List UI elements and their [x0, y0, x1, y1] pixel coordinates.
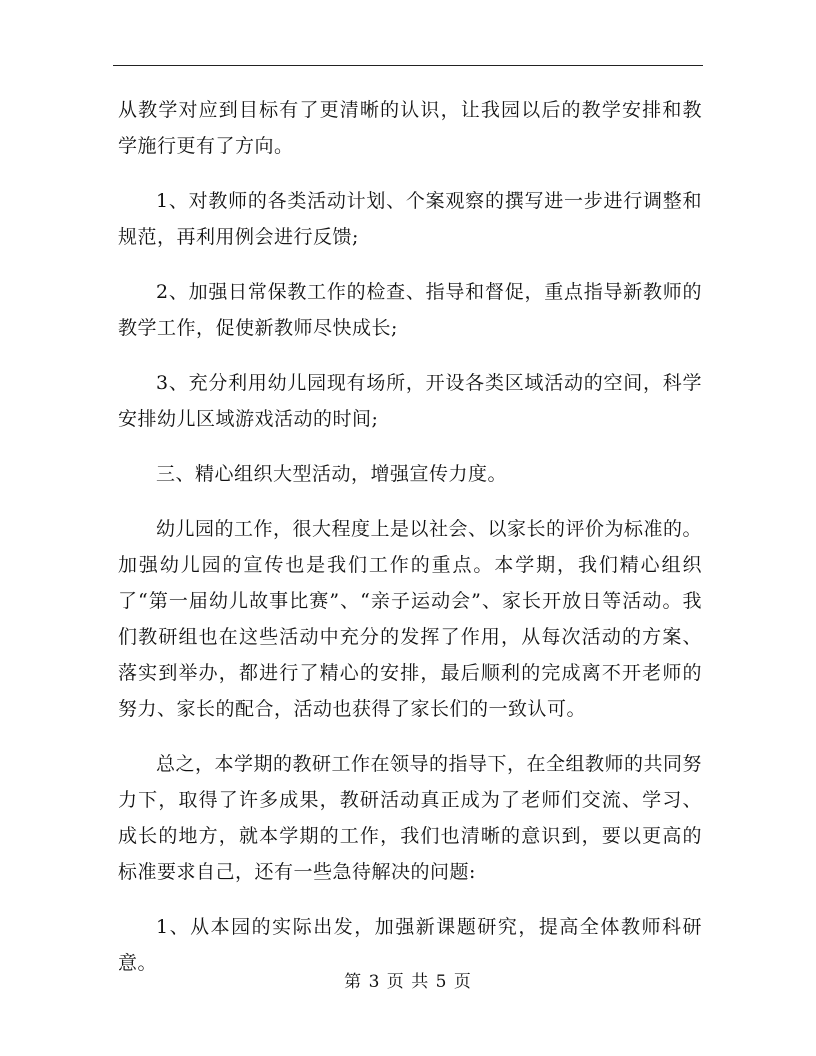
document-body: [118, 92, 702, 1000]
page-footer: 第 3 页 共 5 页: [344, 972, 472, 992]
paragraph: 从教学对应到目标有了更清晰的认识，让我园以后的教学安排和教学施行更有了方向。: [118, 99, 702, 157]
list-item-paragraph: 1、从本园的实际出发，加强新课题研究，提高全体教师科研意。: [118, 916, 702, 974]
paragraph: 总之，本学期的教研工作在领导的指导下，在全组教师的共同努力下，取得了许多成果，教研活动真正成为了老师们交流、学习、成长的地方，就本学期的工作，我们也清晰的意识到，要以更高的标准要求自己，还有一些急待解决的问题:: [118, 753, 703, 883]
paragraph: 幼儿园的工作，很大程度上是以社会、以家长的评价为标准的。加强幼儿园的宣传也是我们工作的重点。本学期，我们精心组织了“第一届幼儿故事比赛”、“亲子运动会”、家长开放日等活动。我们教研组也在这些活动中充分的发挥了作用，从每次活动的方案、落实到举办，都进行了精心的安排，最后顺利的完成离不开老师的努力、家长的配合，活动也获得了家长们的一致认可。: [118, 518, 703, 720]
list-item-paragraph: 3、充分利用幼儿园现有场所，开设各类区域活动的空间，科学安排幼儿区域游戏活动的时间;: [118, 372, 702, 430]
list-item-paragraph: 1、对教师的各类活动计划、个案观察的撰写进一步进行调整和规范，再利用例会进行反馈;: [118, 190, 702, 248]
section-heading: 三、精心组织大型活动，增强宣传力度。: [156, 463, 508, 485]
header-rule: [113, 65, 703, 66]
list-item-paragraph: 2、加强日常保教工作的检查、指导和督促，重点指导新教师的教学工作，促使新教师尽快成长;: [118, 281, 702, 339]
